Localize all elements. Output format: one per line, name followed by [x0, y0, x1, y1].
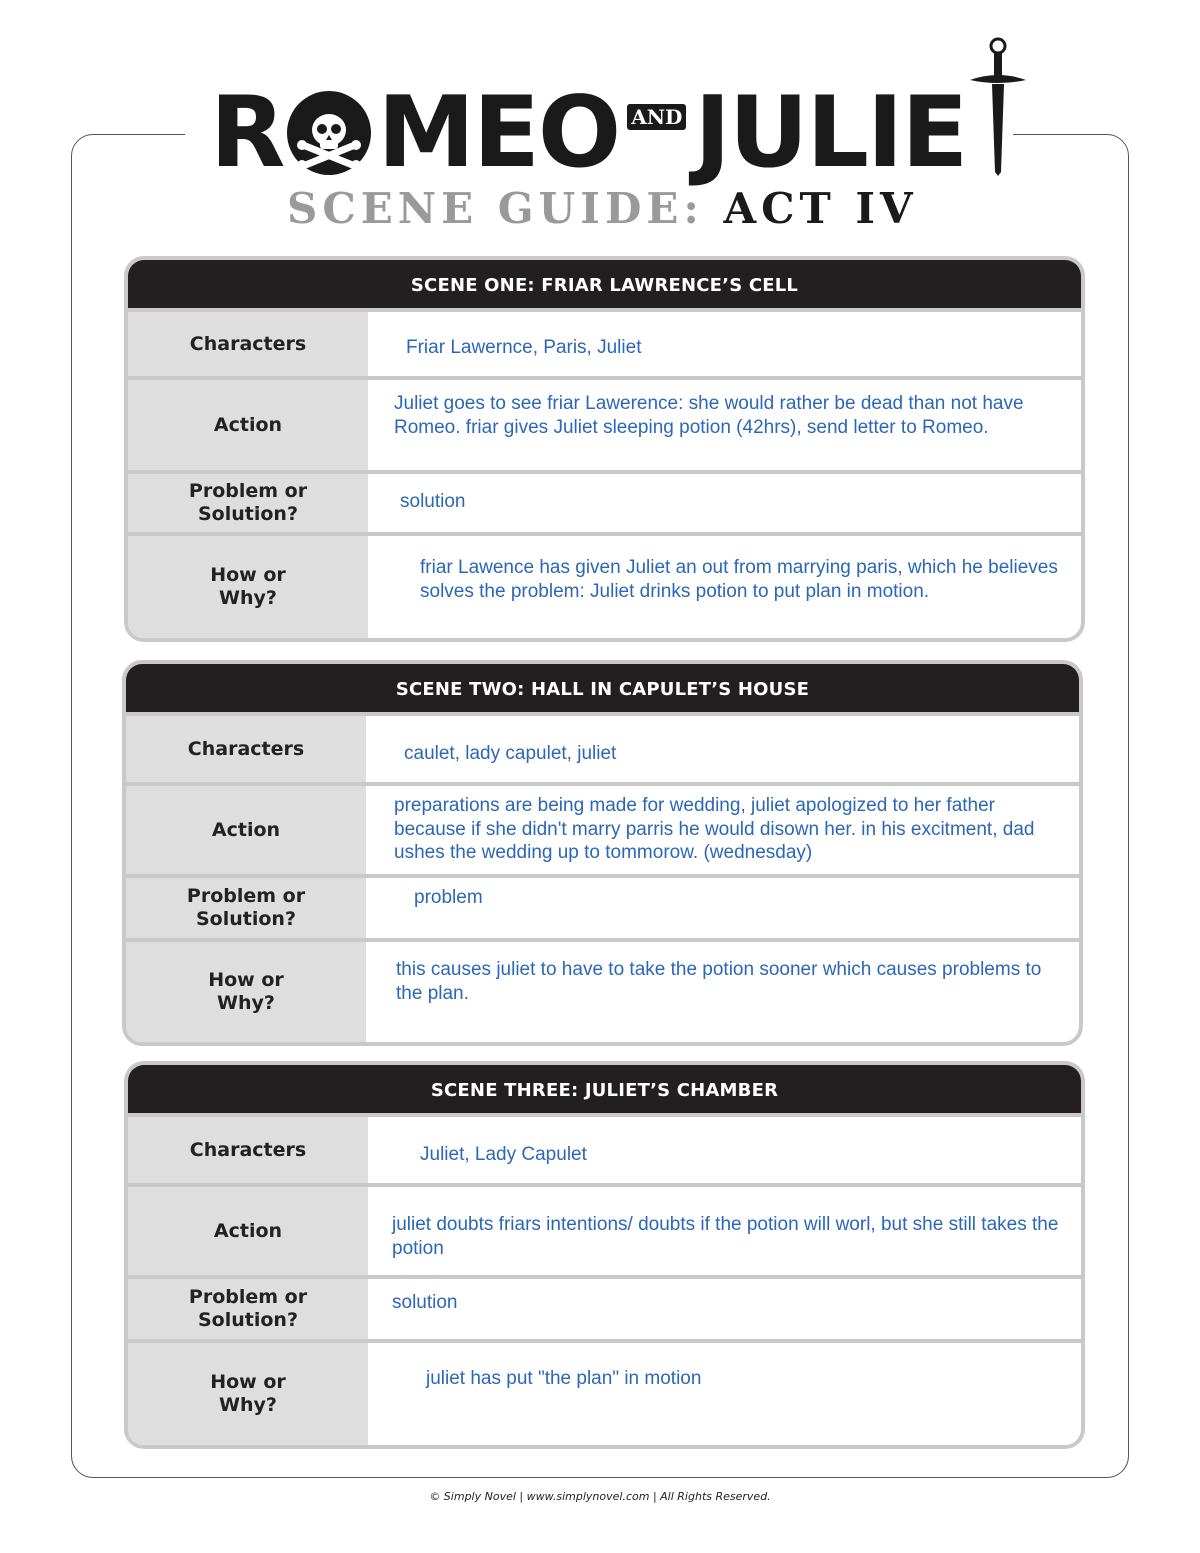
scene-three-table: [124, 1061, 1085, 1449]
title-julie: JULIE: [694, 76, 967, 190]
row-label: Problem or Solution?: [128, 1279, 368, 1339]
answer-field[interactable]: Friar Lawernce, Paris, Juliet: [406, 337, 642, 358]
title-and: AND: [627, 104, 686, 130]
answer-field[interactable]: this causes juliet to have to take the potion sooner which causes problems to the plan.: [396, 959, 1042, 1004]
table-row: [128, 532, 1081, 638]
answer-field[interactable]: Juliet, Lady Capulet: [420, 1144, 587, 1165]
subtitle-act: ACT IV: [723, 184, 918, 233]
table-row: [128, 470, 1081, 532]
table-row: [128, 376, 1081, 470]
subtitle-main: SCENE GUIDE:: [287, 184, 704, 233]
row-label: Action: [128, 1187, 368, 1275]
row-label: How or Why?: [128, 1343, 368, 1445]
answer-field[interactable]: Juliet goes to see friar Lawerence: she would rather be dead than not have Romeo. friar gives Juliet sleeping potion (42hrs), send letter to Romeo.: [394, 393, 1024, 438]
scene-heading: SCENE ONE: FRIAR LAWRENCE’S CELL: [128, 260, 1081, 308]
scene-two-table: [122, 660, 1083, 1046]
answer-field[interactable]: solution: [400, 491, 466, 512]
copyright-footer: © Simply Novel | www.simplynovel.com | All Rights Reserved.: [429, 1490, 771, 1503]
row-label: Problem or Solution?: [126, 878, 366, 938]
scene-heading: SCENE TWO: HALL IN CAPULET’S HOUSE: [126, 664, 1079, 712]
answer-field[interactable]: caulet, lady capulet, juliet: [404, 743, 617, 764]
answer-field[interactable]: juliet has put "the plan" in motion: [426, 1368, 702, 1389]
page-subtitle: [287, 186, 918, 232]
answer-field[interactable]: solution: [392, 1292, 458, 1313]
title-r: R: [210, 76, 284, 190]
table-row: [126, 782, 1079, 874]
skull-icon: [287, 91, 371, 175]
scene-heading: SCENE THREE: JULIET’S CHAMBER: [128, 1065, 1081, 1113]
answer-field[interactable]: friar Lawence has given Juliet an out from marrying paris, which he believes solves the problem: Juliet drinks potion to put plan in motion.: [420, 557, 1058, 602]
table-row: [128, 308, 1081, 376]
row-label: Characters: [126, 716, 366, 782]
row-label: Action: [126, 786, 366, 874]
page-title: [210, 78, 1028, 188]
table-row: [128, 1339, 1081, 1445]
row-label: Characters: [128, 1117, 368, 1183]
row-label: Problem or Solution?: [128, 474, 368, 532]
row-label: How or Why?: [128, 536, 368, 638]
table-row: [128, 1183, 1081, 1275]
table-row: [126, 938, 1079, 1042]
row-label: How or Why?: [126, 942, 366, 1042]
table-row: [126, 874, 1079, 938]
title-meo: MEO: [377, 76, 620, 190]
answer-field[interactable]: preparations are being made for wedding, juliet apologized to her father because if she didn't marry parris he would disown her. in his excitment, dad ushes the wedding up to tommorow. (wednesday): [394, 795, 1035, 863]
dagger-icon: [968, 66, 1028, 200]
scene-one-table: [124, 256, 1085, 642]
row-label: Action: [128, 380, 368, 470]
answer-field[interactable]: problem: [414, 887, 483, 908]
answer-field[interactable]: juliet doubts friars intentions/ doubts if the potion will worl, but she still takes the potion: [392, 1214, 1059, 1259]
row-label: Characters: [128, 312, 368, 376]
table-row: [128, 1275, 1081, 1339]
table-row: [128, 1113, 1081, 1183]
table-row: [126, 712, 1079, 782]
